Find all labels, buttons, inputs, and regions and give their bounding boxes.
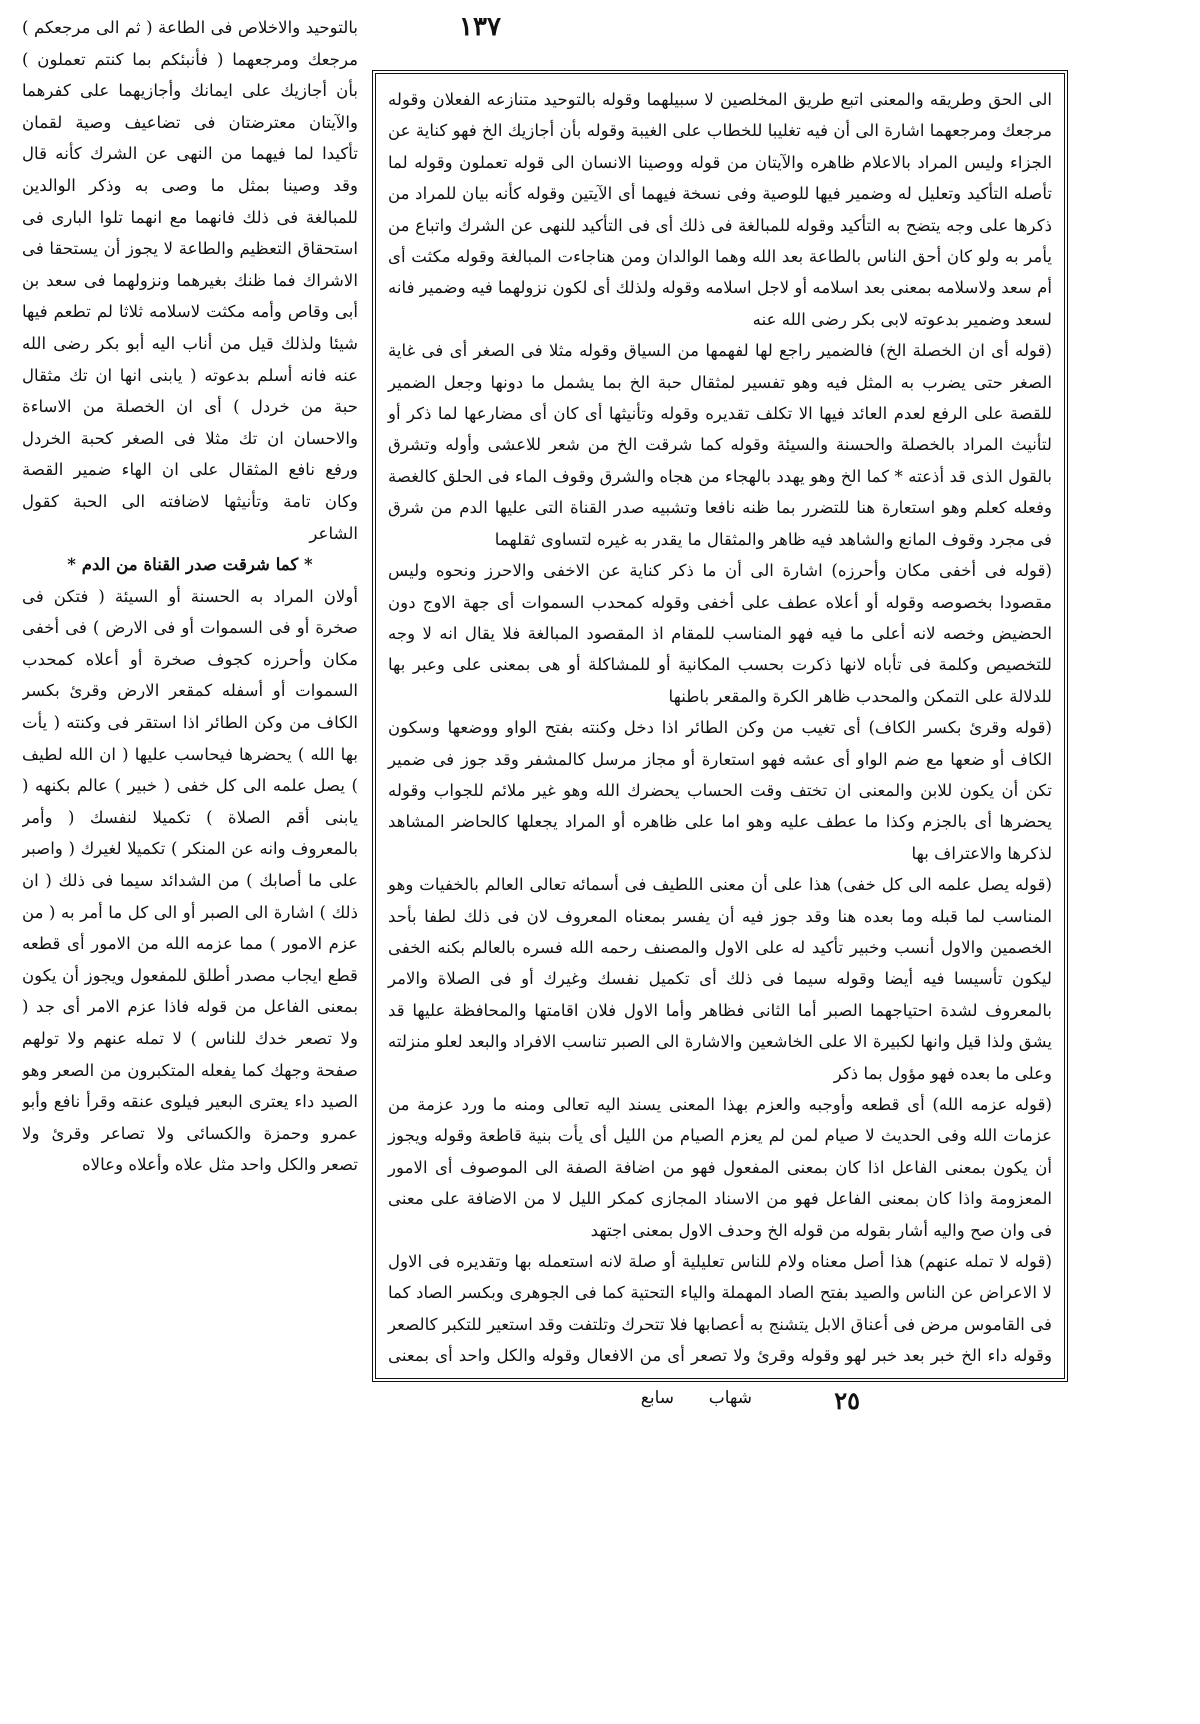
- gloss-paragraph: (قوله أى ان الخصلة الخ) فالضمير راجع لها لفهمها من السياق وقوله مثلا فى الصغر أى فى غاية الصغر حتى يضرب به المثل فيه وهو تفسير لمثقال حبة الخ بما يشمل ما دونها وجعل الضمير للقصة على الرفع لعدم العائد فيها الا تكلف تقديره وقوله وتأنيثها أى كان أى مضارعها لما ذكر أو لتأنيث المراد بالخصلة والحسنة والسيئة وقوله كما شرقت الخ من شعر للاعشى وأوله وتشرق بالقول الذى قد أذعته * كما الخ وهو يهدد بالهجاء من هجاه والشرق وقوف الماء فى الحلق كالغصة وفعله كعلم وهو استعارة هنا للتضرر بما ظنه نافعا وتشبيه صدر القناة التى عليها الدم من شرق فى مجرد وقوف المانع والشاهد فيه ظاهر والمثقال ما يقدر به غيره لتساوى ثقلهما: [388, 341, 1052, 549]
- sheet-index: سابع: [640, 1388, 674, 1408]
- gloss-paragraph: (قوله فى أخفى مكان وأحرزه) اشارة الى أن ما ذكر كناية عن الاخفى والاحرز ونحوه وليس مقصودا بخصوصه وقوله أو أعلاه عطف على أخفى وقوله كمحدب السموات أى جهة الاوج دون الحضيض وخصه لانه أعلى ما فيه فهو المناسب للمقام اذ المقصود المبالغة فلا يقال انه لا وجه للتخصيص وكلمة فى تأباه لانها ذكرت بحسب المكانية أو للمشاكلة أو هى بمعنى على وعبر بها للدلالة على التمكن والمحدب ظاهر الكرة والمقعر باطنها: [388, 561, 1052, 706]
- page-number: ١٣٧: [459, 12, 501, 42]
- page-footer: [560, 1386, 860, 1416]
- gloss-frame: [372, 70, 1068, 1382]
- poem-verse: * كما شرقت صدر القناة من الدم *: [67, 554, 313, 575]
- gloss-paragraph: (قوله وقرئ بكسر الكاف) أى تغيب من وكن الطائر اذا دخل وكنته بفتح الواو ووضعها وسكون الكاف أو ضعها مع ضم الواو أى عشه فهو استعارة أو مجاز مرسل كالمشفر وقد جوز فى ضمير تكن أن يكون للابن والمعنى ان تختف وقت الحساب يحضرك الله وهو غير ملائم للجواب وقوله يحضرها أى بالجزم وكذا ما عطف عليه وهو اما على ظاهره أو المراد يجعلها كالحاضر المشاهد لذكرها والاعتراف بها: [388, 718, 1052, 863]
- signature-number: ٢٥: [834, 1386, 860, 1415]
- commentary-text: بالتوحيد والاخلاص فى الطاعة ( ثم الى مرجعكم ) مرجعك ومرجعهما ( فأنبئكم بما كنتم تعملون ) بأن أجازيك على ايمانك وأجازيهما على كفرهما والآيتان معترضتان فى تضاعيف وصية لقمان تأكيدا لما فيهما من النهى عن الشرك كأنه قال وقد وصينا بمثل ما وصى به وذكر الوالدين للمبالغة فى ذلك فانهما مع انهما تلوا البارى فى استحقاق التعظيم والطاعة لا يجوز أن يستحقا فى الاشراك فما ظنك بغيرهما ونزولهما فى سعد بن أبى وقاص وأمه مكثت لاسلامه ثلاثا لم تطعم فيها شيئا ولذلك قيل من أناب اليه أبو بكر رضى الله عنه فانه أسلم بدعوته ( يابنى انها ان تك مثقال حبة من خردل ) أى ان الخصلة من الاساءة والاحسان ان تك مثلا فى الصغر كحبة الخردل ورفع نافع المثقال على ان الهاء ضمير القصة وكان تامة وتأنيثها لاضافته الى الحبة كقول الشاعر: [22, 18, 358, 543]
- sheet-label: شهاب: [708, 1388, 752, 1408]
- gloss-paragraph: (قوله لا تمله عنهم) هذا أصل معناه ولام للناس تعليلية أو صلة لانه استعمله بها وتقديره فى الاول لا الاعراض عن الناس والصيد بفتح الصاد المهملة والياء التحتية كما فى الجوهرى وبكسر الصاد كما فى القاموس مرض فى أعناق الابل يتشنج به أعصابها فلا تتحرك وتلتفت وقد استعير للتكبر كالصعر وقوله داء الخ خبر بعد خبر لهو وقوله وقرئ ولا تصعر أى من الافعال وقوله والكل واحد أى بمعنى: [388, 1252, 1052, 1366]
- quran-commentary-column: [22, 12, 358, 1412]
- commentary-text: أولان المراد به الحسنة أو السيئة ( فتكن فى صخرة أو فى السموات أو فى الارض ) فى أخفى مكان وأحرزه كجوف صخرة أو أعلاه كمحدب السموات أو أسفله كمقعر الارض وقرئ بكسر الكاف من وكن الطائر اذا استقر فى وكنته ( يأت بها الله ) يحضرها فيحاسب عليها ( ان الله لطيف ) يصل علمه الى كل خفى ( خبير ) عالم بكنهه ( يابنى أقم الصلاة ) تكميلا لنفسك ( وأمر بالمعروف وانه عن المنكر ) تكميلا لغيرك ( واصبر على ما أصابك ) من الشدائد سيما فى ذلك ( ان ذلك ) اشارة الى الصبر أو الى كل ما أمر به ( من عزم الامور ) مما عزمه الله من الامور أى قطعه قطع ايجاب مصدر أطلق للمفعول ويجوز أن يكون بمعنى الفاعل من قوله فاذا عزم الامر أى جد ( ولا تصعر خدك للناس ) لا تمله عنهم ولا تولهم صفحة وجهك كما يفعله المتكبرون من الصعر وهو الصيد داء يعترى البعير فيلوى عنقه وقرأ نافع وأبو عمرو وحمزة والكسائى ولا تصاعر وقرئ ولا تصعر والكل واحد مثل علاه وأعلاه وعالاه: [22, 586, 358, 1175]
- gloss-paragraph: (قوله عزمه الله) أى قطعه وأوجبه والعزم بهذا المعنى يسند اليه تعالى ومنه ما ورد عزمة من عزمات الله وفى الحديث لا صيام لمن لم يعزم الصيام من الليل أى يأت بنية قاطعة وقوله ويجوز أن يكون بمعنى الفاعل اذا كان بمعنى المفعول فهو من اضافة الصفة الى الموصوف أى الامور المعزومة واذا كان بمعنى الفاعل فهو من الاسناد المجازى كمكر الليل لا من الاضافة على معنى فى وان صح واليه أشار بقوله من قوله الخ وحدف الاول بمعنى اجتهد: [388, 1095, 1052, 1240]
- gloss-paragraph: الى الحق وطريقه والمعنى اتبع طريق المخلصين لا سبيلهما وقوله بالتوحيد متنازعه الفعلان وقوله مرجعك ومرجعهما اشارة الى أن فيه تغليبا للخطاب على الغيبة وقوله بأن أجازيك الخ فهو كناية عن الجزاء وليس المراد بالاعلام ظاهره والآيتان من قوله ووصينا الانسان الى قوله تعملون وقوله لما تأصله التأكيد وتعليل له وضمير فيها للوصية وفى نسخة فيهما أى الآيتين وقوله كأنه بيان للمراد من ذكرها على وجه يتضح به التأكيد وقوله للمبالغة فى ذلك أى فى التأكيد للنهى عن الشرك واتباع من يأمر به ولو كان أحق الناس بالطاعة بعد الله وهما الوالدان ومن هناجاءت المبالغة وقوله مكثت أى أم سعد ولاسلامه بمعنى بعد اسلامه أو لاجل اسلامه وقوله ولذلك أى لكون نزولهما فيه وضمير فانه لسعد وضمير بدعوته لابى بكر رضى الله عنه: [388, 90, 1052, 329]
- gloss-paragraph: (قوله يصل علمه الى كل خفى) هذا على أن معنى اللطيف فى أسمائه تعالى العالم بالخفيات وهو المناسب لما قبله وما بعده هنا وقد جوز فيه أن يفسر بمعناه المعروف لان فى ذلك لطفا بأحد الخصمين والاول أنسب وخبير تأكيد له على الاول والمصنف رحمه الله فسره بالعالم بكنه الخفى ليكون تأسيسا فيه أيضا وقوله سيما فى ذلك أى تكميل نفسك وغيرك أو فى الصلاة والامر بالمعروف لشدة احتياجهما الصبر أما الثانى فظاهر وأما الاول فلان اقامتها والمحافظة عليها قد يشق ولذا قيل وانها لكبيرة الا على الخاشعين والاشارة الى الصبر تناسب الافراد والبعد لعلو منزلته وعلى ما بعده فهو مؤول بما ذكر: [388, 875, 1052, 1083]
- gloss-text: [388, 84, 1052, 1382]
